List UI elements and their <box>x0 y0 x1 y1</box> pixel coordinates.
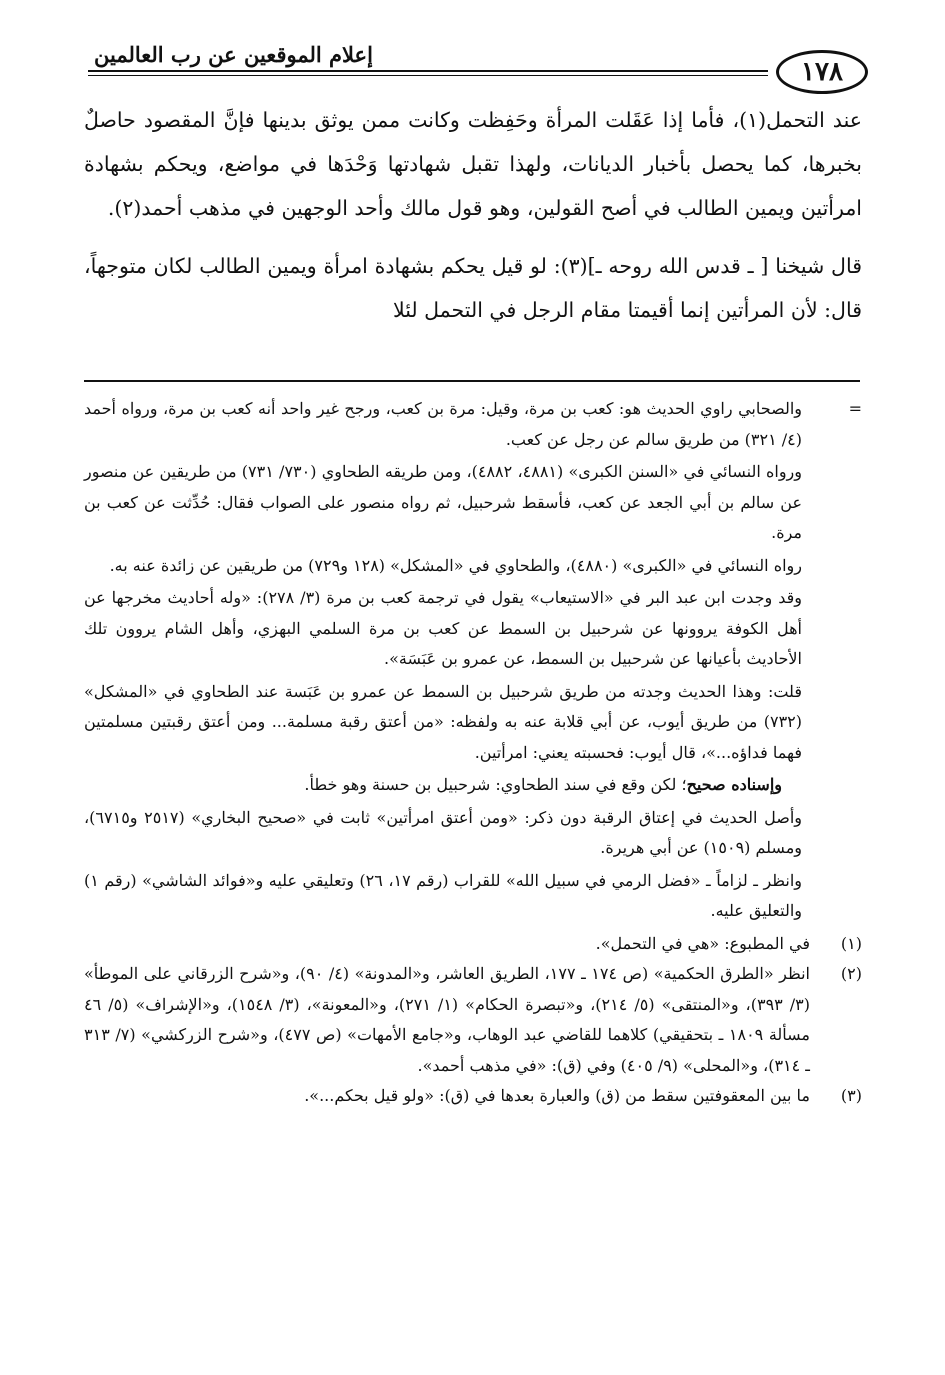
note-text: والصحابي راوي الحديث هو: كعب بن مرة، وقيل: مرة بن كعب، ورجح غير واحد أنه كعب بن مرة، ورواه أحمد (٤/ ٣٢١) من طريق سالم عن رجل عن كعب. <box>84 399 803 449</box>
footnote-number: (١) <box>840 933 862 953</box>
note-paragraph: وقد وجدت ابن عبد البر في «الاستيعاب» يقول في ترجمة كعب بن مرة (٣/ ٢٧٨): «وله أحاديث مخرجها عن أهل الكوفة يروونها عن شرحبيل بن السمط عن كعب بن مرة السلمي البهزي، وأهل الشام يروون تلك الأحاديث بأعيانها عن شرحبيل بن السمط، عن عمرو بن عَبَسَة». <box>84 588 802 668</box>
footnote-text: ما بين المعقوفتين سقط من (ق) والعبارة بعدها في (ق): «ولو قيل بحكم...». <box>304 1086 810 1105</box>
note-paragraph: وأصل الحديث في إعتاق الرقبة دون ذكر: «ومن أعتق امرأتين» ثابت في «صحيح البخاري» (٢٥١٧ و٦٧١٥)، ومسلم (١٥٠٩) عن أبي هريرة. <box>84 807 802 857</box>
continued-note <box>84 394 862 455</box>
main-paragraph-1: عند التحمل(١)، فأما إذا عَقَلت المرأة وحَفِظت وكانت ممن يوثق بدينها فإنَّ المقصود حاصلٌ بخبرها، كما يحصل بأخبار الديانات، ولهذا تقبل شهادتها وَحْدَها في مواضع، ويحكم بشهادة امرأتين ويمين الطالب في أصح القولين، وهو قول مالك وأحد الوجهين في مذهب أحمد(٢). <box>84 108 862 220</box>
header-rule <box>88 70 768 72</box>
note-paragraph: وانظر ـ لزاماً ـ «فضل الرمي في سبيل الله» للقراب (رقم ١٧، ٢٦) وتعليقي عليه و«فوائد الشاشي» (رقم ١) والتعليق عليه. <box>84 870 803 920</box>
header-rule-thin <box>88 75 768 76</box>
note-paragraph: ورواه النسائي في «السنن الكبرى» (٤٨٨١، ٤٨٨٢)، ومن طريقه الطحاوي (٧٣٠/ ٧٣١) من طريقين عن منصور عن سالم بن أبي الجعد عن كعب، فأسقط شرحبيل، ثم رواه منصور على الصواب فقال: حُدِّثت عن كعب بن مرة. <box>84 462 803 542</box>
main-text <box>84 98 862 332</box>
note-paragraph <box>84 770 862 801</box>
footnote-1 <box>84 929 862 960</box>
note-paragraph: قلت: وهذا الحديث وجدته من طريق شرحبيل بن السمط عن عمرو بن عَبَسة عند الطحاوي في «المشكل» (٧٣٢) من طريق أيوب، عن أبي قلابة عنه به ولفظه: «من أعتق رقبة مسلمة... ومن أعتق رقبتين مسلمتين فهما فداؤه...»، قال أيوب: فحسبته يعني: امرأتين. <box>84 681 802 762</box>
continuation-mark: = <box>848 399 862 418</box>
footnote-text: انظر «الطرق الحكمية» (ص ١٧٤ ـ ١٧٧، الطريق العاشر، و«المدونة» (٤/ ٩٠)، و«شرح الزرقاني على الموطأ» (٣/ ٣٩٣)، و«المنتقى» (٥/ ٢١٤)، و«تبصرة الحكام» (١/ ٢٧١)، و«المعونة»، (٣/ ١٥٤٨)، و«الإشراف» (٥/ ٤٦ مسألة ١٨٠٩ ـ بتحقيقي) كلاهما للقاضي عبد الوهاب، و«جامع الأمهات» (ص ٤٧٧)، و«شرح الزركشي» (٧/ ٣١٣ ـ ٣١٤)، و«المحلى» (٩/ ٤٠٥) وفي (ق): «في مذهب أحمد». <box>84 964 811 1075</box>
footnote-text: في المطبوع: «هي في التحمل». <box>595 933 810 953</box>
main-paragraph-2: قال شيخنا [ ـ قدس الله روحه ـ](٣): لو قيل يحكم بشهادة امرأة ويمين الطالب لكان متوجهاً، قال: لأن المرأتين إنما أقيمتا مقام الرجل في التحمل لئلا <box>84 254 862 322</box>
footnote-number: (٢) <box>840 964 862 983</box>
footnote-separator <box>84 380 860 382</box>
footnote-number: (٣) <box>840 1086 862 1105</box>
footnotes <box>84 394 862 1112</box>
note-paragraph: رواه النسائي في «الكبرى» (٤٨٨٠)، والطحاوي في «المشكل» (١٢٨ و٧٢٩) من طريقين عن زائدة عنه به. <box>109 555 802 575</box>
page-number: ١٧٨ <box>776 50 868 94</box>
footnote-3 <box>84 1081 862 1112</box>
running-header <box>88 40 868 90</box>
note-text: ؛ لكن وقع في سند الطحاوي: شرحبيل بن حسنة وهو خطأ. <box>304 775 687 794</box>
grading-bold: وإسناده صحيح <box>686 775 782 794</box>
book-title: إعلام الموقعين عن رب العالمين <box>94 42 373 67</box>
footnote-2 <box>84 959 862 1081</box>
